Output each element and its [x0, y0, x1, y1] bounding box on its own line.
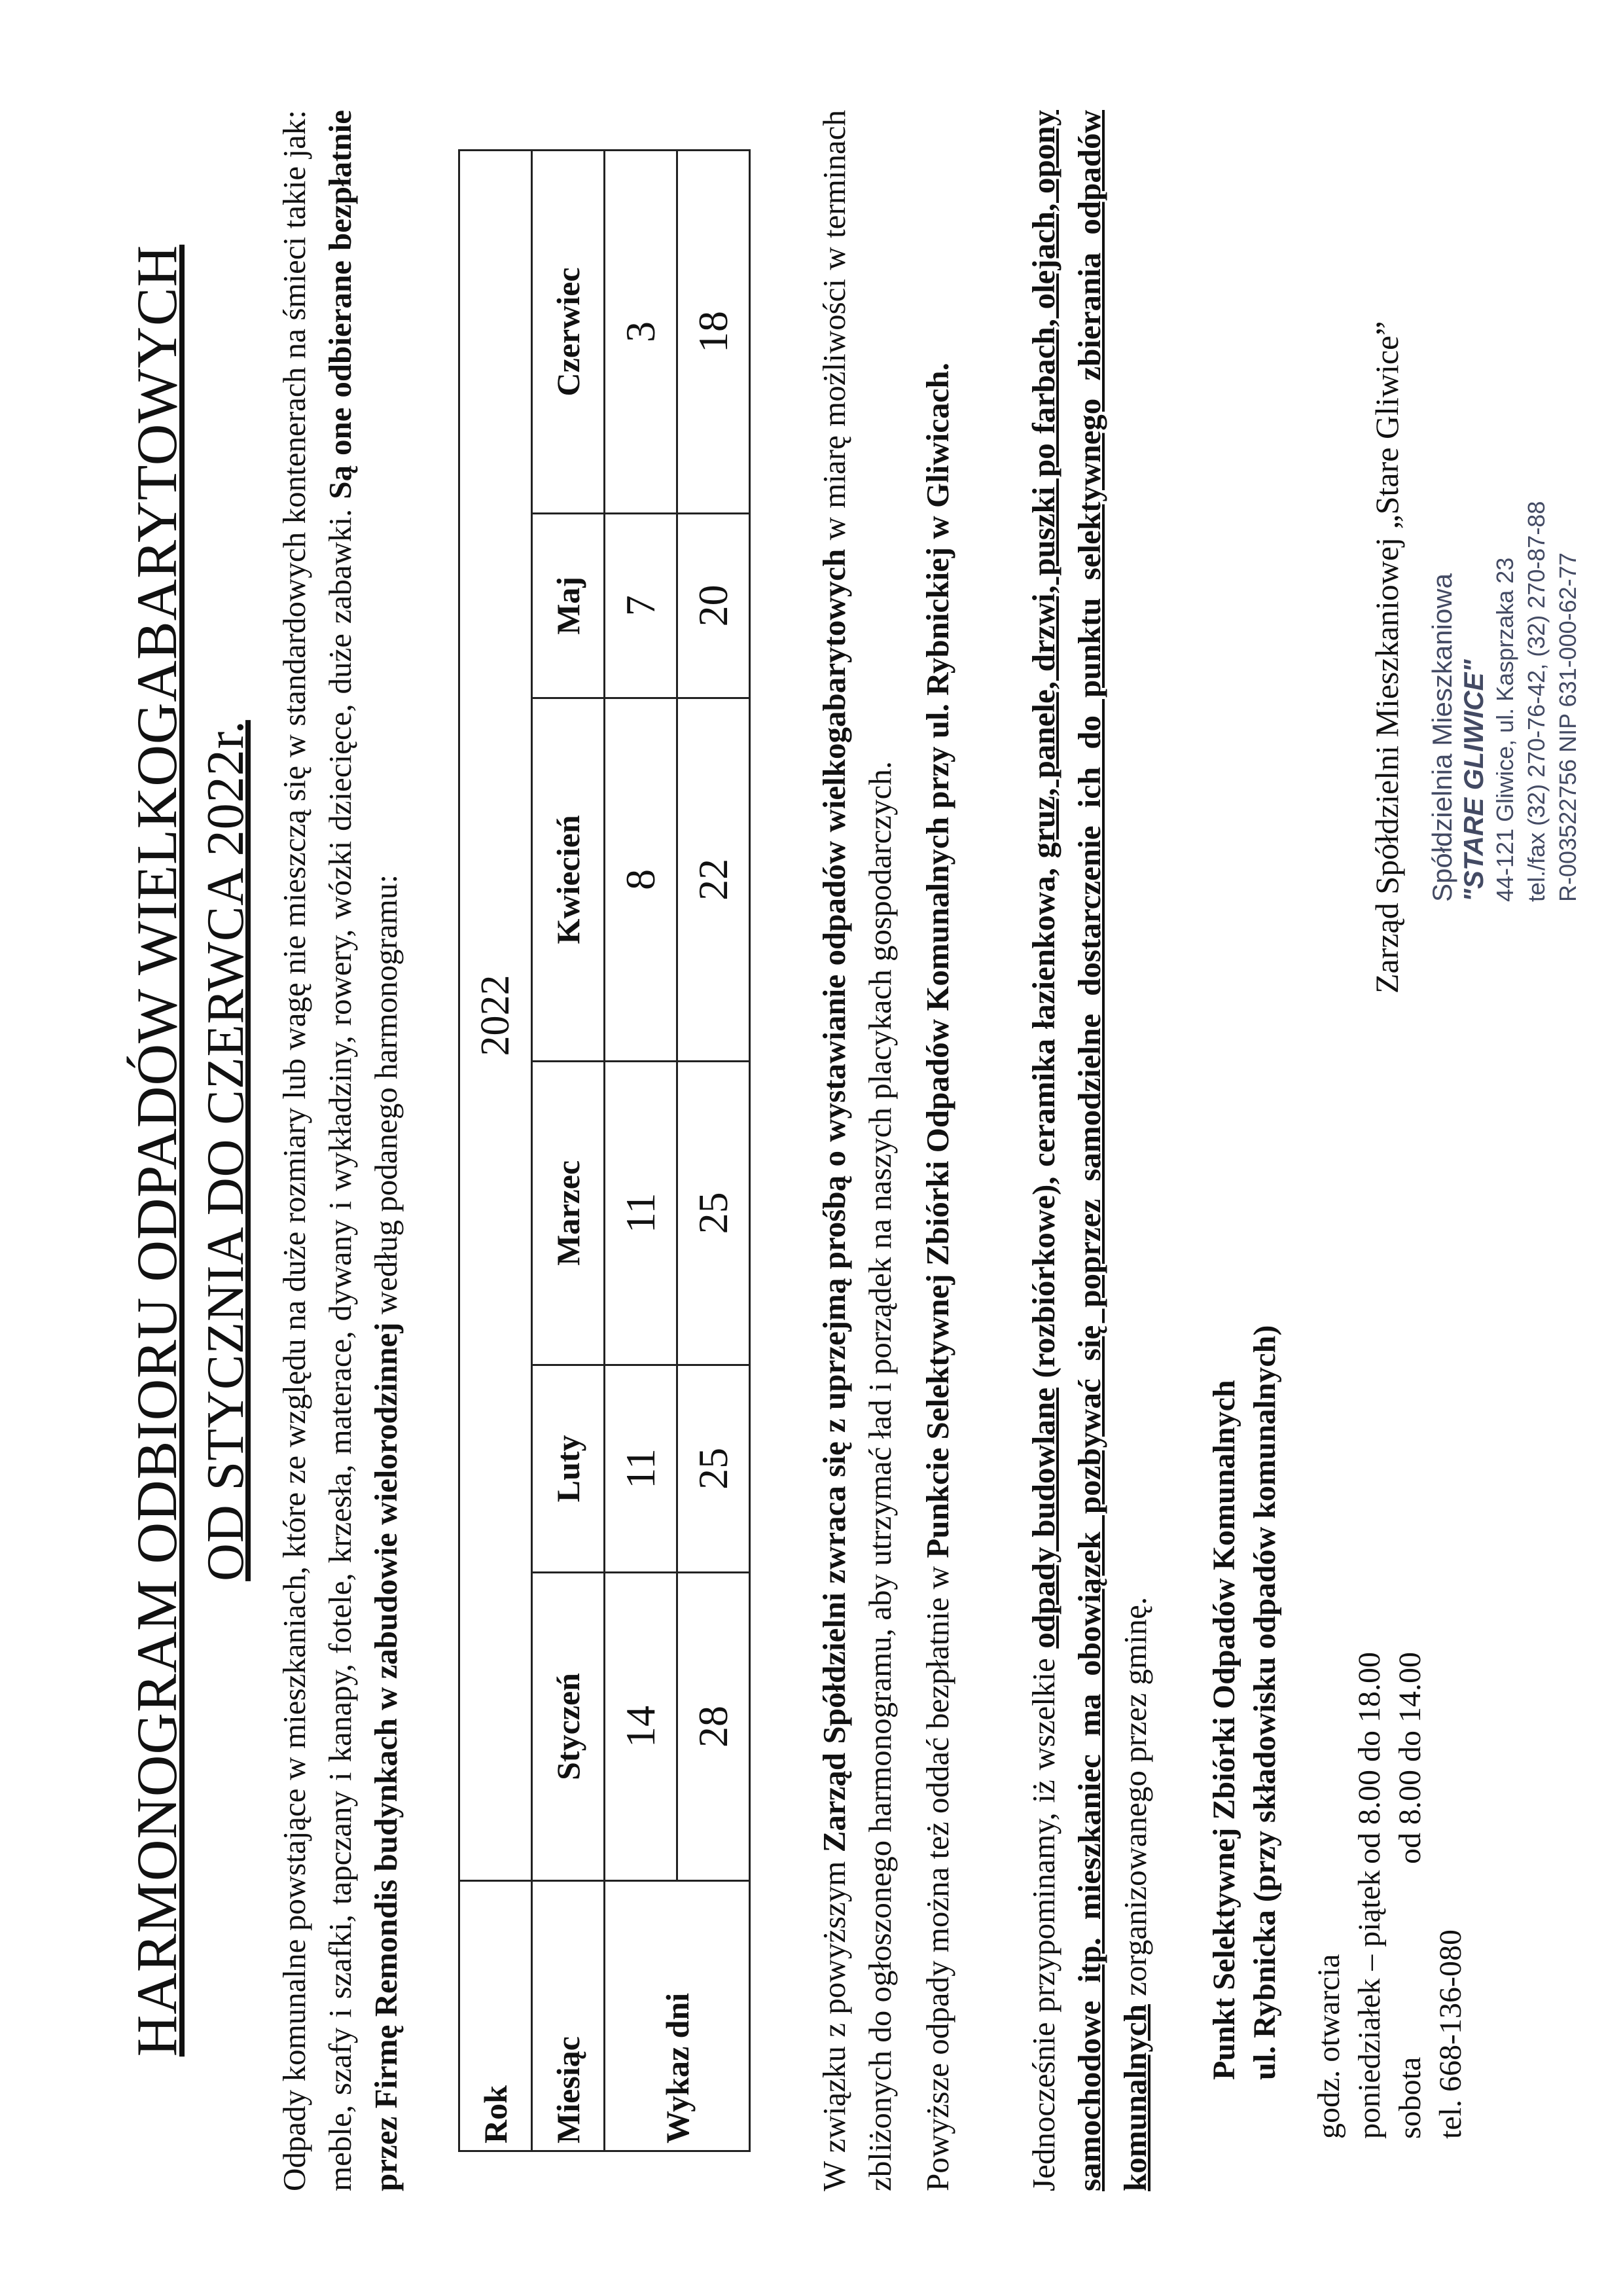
schedule-table [458, 149, 751, 2152]
cooperative-stamp [1427, 501, 1584, 902]
year-value: 2022 [459, 151, 532, 1881]
day-cell: 11 [605, 1365, 677, 1572]
drop-off-paragraph [915, 110, 961, 2191]
month-name: Marzec [532, 1061, 605, 1365]
day-cell: 25 [677, 1365, 750, 1572]
day-cell: 14 [605, 1572, 677, 1880]
year-label: Rok [459, 1881, 532, 2151]
day-cell: 11 [605, 1061, 677, 1365]
day-cell: 7 [605, 513, 677, 698]
collection-point [1204, 1325, 1285, 2080]
intro-tail: według podanego harmonogramu: [368, 874, 404, 1323]
day-cell: 8 [605, 698, 677, 1061]
weekday-hours: od 8.00 do 18.00 [1352, 1652, 1387, 1864]
saturday-hours: od 8.00 do 14.00 [1393, 1652, 1427, 1864]
days-row-second [677, 151, 750, 2151]
reminder-bold-c: (rozbiórkowe), ceramika łazienkowa, [1026, 858, 1061, 1388]
weekday-label: poniedziałek – piątek [1352, 1870, 1387, 2139]
opening-hours [1309, 1641, 1471, 2139]
day-cell: 18 [677, 151, 750, 514]
day-cell: 20 [677, 513, 750, 698]
request-paragraph [812, 110, 903, 2191]
drop-off-bold: Punkcie Selektywnej Zbiórki Odpadów Komunalnych przy ul. Rybnickiej w Gliwicach. [919, 363, 955, 1558]
month-name: Kwiecień [532, 698, 605, 1061]
hours-saturday-row [1390, 1641, 1431, 2139]
month-name: Maj [532, 513, 605, 698]
collection-point-address: ul. Rybnicka (przy składowisku odpadów komunalnych) [1247, 1325, 1282, 2080]
month-label: Miesiąc [532, 1881, 605, 2151]
stamp-line5: R-003522756 NIP 631-000-62-77 [1554, 552, 1581, 902]
intro-bold: Są one odbierane bezpłatnie przez Firmę Remondis budynkach w zabudowie wielorodzinnej [322, 110, 404, 2191]
intro-paragraph [272, 110, 409, 2191]
request-text-c: w miarę możliwości w terminach zbliżonych do ogłoszonego harmonogramu, aby utrzymać ład i porządek na naszych placykach gospodarczych. [816, 110, 898, 2191]
month-name: Luty [532, 1365, 605, 1572]
day-cell: 22 [677, 698, 750, 1061]
request-text-a: W związku z powyższym [816, 1852, 852, 2191]
reminder-bold-b: odpady budowlane [1026, 1388, 1061, 1649]
month-row [532, 151, 605, 2151]
days-row-first [605, 151, 677, 2151]
day-cell: 25 [677, 1061, 750, 1365]
drop-off-text: Powyższe odpady można też oddać bezpłatnie w [919, 1558, 955, 2191]
reminder-text-e: zorganizowanego przez gminę. [1117, 1596, 1153, 2005]
stamp-line1: Spółdzielnia Mieszkaniowa [1427, 573, 1457, 902]
signature: Zarząd Spółdzielni Mieszkaniowej „Stare Gliwice” [1368, 321, 1405, 994]
intro-text: Odpady komunalne powstające w mieszkaniach, które ze względu na duże rozmiary lub wagę nie mieszczą się w standardowych kontenerach na śmieci takie jak: meble, szafy i szafki, tapczany i kanapy, fotele, krzesła, materace, dywany i wykładziny, rowery, wózki dziecięce, duże zabawki. [276, 110, 358, 2191]
reminder-bold-d: gruz, panele, drzwi, puszki po farbach, olejach, opony samochodowe itp. mieszkaniec ma obowiązek pozbywać się poprzez samodzielne dostarczenie ich do punktu selektywnego zbierania odpadów komunalnych [1026, 110, 1153, 2191]
stamp-line4: tel./fax (32) 270-76-42, (32) 270-87-88 [1523, 501, 1550, 902]
document-subtitle: OD STYCZNIA DO CZERWCA 2022r. [197, 720, 255, 1581]
hours-weekday-row [1349, 1641, 1390, 2139]
month-name: Czerwiec [532, 151, 605, 514]
reminder-paragraph [1021, 110, 1158, 2191]
collection-point-name: Punkt Selektywnej Zbiórki Odpadów Komunalnych [1207, 1380, 1241, 2080]
reminder-text-a: Jednocześnie przypominamy, iż wszelkie [1026, 1648, 1061, 2191]
hours-label: godz. otwarcia [1311, 1954, 1346, 2139]
saturday-label: sobota [1393, 2056, 1427, 2139]
year-row [459, 151, 532, 2151]
document-title: HARMONOGRAM ODBIORU ODPADÓW WIELKOGABARYTOWYCH [126, 244, 189, 2057]
stamp-line2: "STARE GLIWICE" [1458, 659, 1489, 902]
day-cell: 28 [677, 1572, 750, 1880]
month-name: Styczeń [532, 1572, 605, 1880]
days-label: Wykaz dni [605, 1881, 750, 2151]
request-bold: Zarząd Spółdzielni zwraca się z uprzejmą prośbą o wystawianie odpadów wielkogabarytowych [816, 548, 852, 1853]
phone-number: tel. 668-136-080 [1433, 1929, 1468, 2139]
stamp-line3: 44-121 Gliwice, ul. Kasprzaka 23 [1491, 557, 1518, 902]
day-cell: 3 [605, 151, 677, 514]
